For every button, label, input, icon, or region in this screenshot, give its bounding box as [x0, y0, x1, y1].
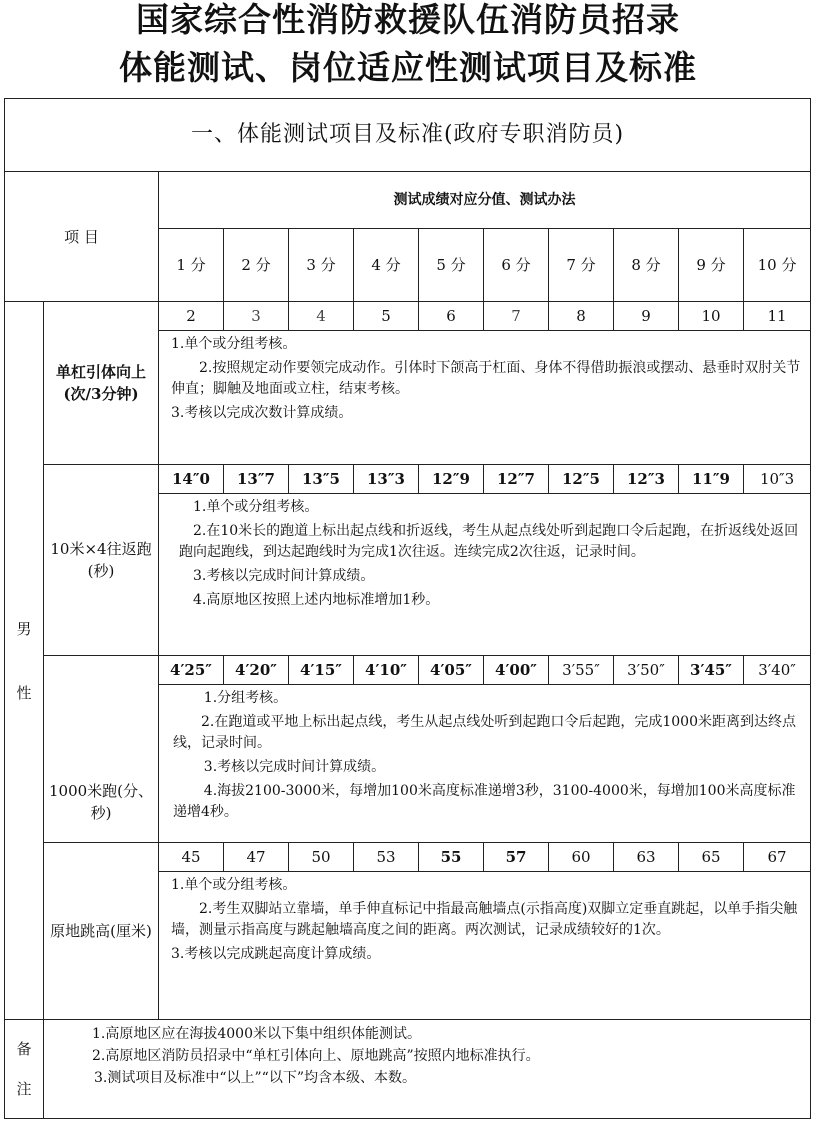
score-cell: 50 [289, 843, 354, 872]
score-cell: 3′45″ [679, 656, 744, 685]
score-cell: 14″0 [159, 465, 224, 494]
score-cell: 65 [679, 843, 744, 872]
score-cell: 4′10″ [354, 656, 419, 685]
score-cell: 45 [159, 843, 224, 872]
method-text-shuttle-run: 1.单个或分组考核。 2.在10米长的跑道上标出起点线和折返线，考生从起点线处听到起跑口令后起跑，在折返线处返回跑向起跑线，到达起跑线时为完成1次往返。连续完成2次往返，记录时间。 3.考核以完成时间计算成绩。 4.高原地区按照上述内地标准增加1秒。 [159, 494, 811, 656]
method-text-pullup: 1.单个或分组考核。 2.按照规定动作要领完成动作。引体时下颌高于杠面、身体不得借助振浪或摆动、悬垂时双肘关节伸直；脚触及地面或立柱，结束考核。 3.考核以完成次数计算成绩。 [159, 331, 811, 465]
item-header: 项 目 [5, 172, 159, 302]
score-cell: 4 [289, 302, 354, 331]
notes-label: 备 注 [5, 1020, 44, 1119]
score-cell: 4′00″ [484, 656, 549, 685]
score-cell: 3′40″ [744, 656, 811, 685]
score-cell: 11″9 [679, 465, 744, 494]
notes-text: 1.高原地区应在海拔4000米以下集中组织体能测试。 2.高原地区消防员招录中“单杠引体向上、原地跳高”按照内地标准执行。 3.测试项目及标准中“以上”“以下”均含本级、本数。 [44, 1020, 811, 1119]
score-cell: 8 [549, 302, 614, 331]
points-header-1: 1 分 [159, 229, 224, 302]
score-cell: 60 [549, 843, 614, 872]
score-cell: 10″3 [744, 465, 811, 494]
gender-label: 男 性 [5, 302, 44, 1020]
score-cell: 55 [419, 843, 484, 872]
score-cell: 4′20″ [224, 656, 289, 685]
test-name-1000m-run: 1000米跑(分、秒) [44, 656, 159, 843]
method-text-standing-jump: 1.单个或分组考核。 2.考生双脚站立靠墙，单手伸直标记中指最高触墙点(示指高度)双脚立定垂直跳起，以单手指尖触墙，测量示指高度与跳起触墙高度之间的距离。两次测试，记录成绩较好的1次。 3.考核以完成跳起高度计算成绩。 [159, 872, 811, 1020]
score-cell: 12″5 [549, 465, 614, 494]
score-cell: 57 [484, 843, 549, 872]
score-cell: 13″5 [289, 465, 354, 494]
score-cell: 2 [159, 302, 224, 331]
score-cell: 12″7 [484, 465, 549, 494]
score-cell: 11 [744, 302, 811, 331]
points-header-10: 10 分 [744, 229, 811, 302]
test-name-pullup: 单杠引体向上(次/3分钟) [44, 302, 159, 465]
points-header-3: 3 分 [289, 229, 354, 302]
score-cell: 4′25″ [159, 656, 224, 685]
score-cell: 5 [354, 302, 419, 331]
score-cell: 4′15″ [289, 656, 354, 685]
score-cell: 12″9 [419, 465, 484, 494]
score-cell: 7 [484, 302, 549, 331]
score-cell: 63 [614, 843, 679, 872]
section-title: 一、体能测试项目及标准(政府专职消防员) [5, 99, 811, 172]
score-cell: 53 [354, 843, 419, 872]
points-header-8: 8 分 [614, 229, 679, 302]
score-cell: 47 [224, 843, 289, 872]
score-cell: 4′05″ [419, 656, 484, 685]
points-header-7: 7 分 [549, 229, 614, 302]
score-cell: 3 [224, 302, 289, 331]
score-cell: 3′50″ [614, 656, 679, 685]
points-header-9: 9 分 [679, 229, 744, 302]
score-cell: 13″3 [354, 465, 419, 494]
document-subtitle: 体能测试、岗位适应性测试项目及标准 [119, 48, 697, 87]
standards-table [4, 98, 811, 1119]
test-name-shuttle-run: 10米×4往返跑(秒) [44, 465, 159, 656]
points-header-2: 2 分 [224, 229, 289, 302]
score-cell: 12″3 [614, 465, 679, 494]
document-title: 国家综合性消防救援队伍消防员招录 [136, 0, 680, 39]
score-cell: 10 [679, 302, 744, 331]
test-name-standing-jump: 原地跳高(厘米) [44, 843, 159, 1020]
score-cell: 67 [744, 843, 811, 872]
score-cell: 3′55″ [549, 656, 614, 685]
points-header-6: 6 分 [484, 229, 549, 302]
score-cell: 6 [419, 302, 484, 331]
score-method-header: 测试成绩对应分值、测试办法 [159, 172, 811, 229]
score-cell: 9 [614, 302, 679, 331]
method-text-1000m-run: 1.分组考核。 2.在跑道或平地上标出起点线，考生从起点线处听到起跑口令后起跑，完成1000米距离到达终点线，记录时间。 3.考核以完成时间计算成绩。 4.海拔2100-3000米，每增加100米高度标准递增3秒，3100-4000米，每增加100米高度标准递增4秒。 [159, 685, 811, 843]
points-header-4: 4 分 [354, 229, 419, 302]
points-header-5: 5 分 [419, 229, 484, 302]
score-cell: 13″7 [224, 465, 289, 494]
